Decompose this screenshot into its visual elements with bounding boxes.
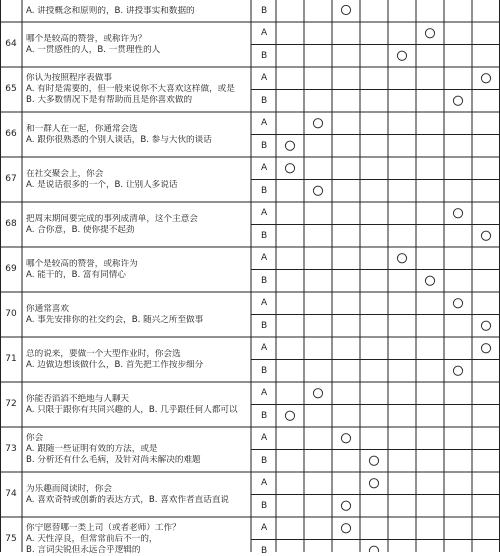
question-number: 75 <box>5 533 17 544</box>
option-letter: A <box>261 163 268 173</box>
option-letter: B <box>261 500 268 511</box>
question-text-line: A. 是说话很多的一个，B. 让别人多说话 <box>26 179 178 190</box>
option-letter: B <box>261 185 268 196</box>
question-text-line: A. 喜欢奇特或创新的表达方式，B. 喜欢作者直话直说 <box>26 494 230 505</box>
option-letter: A <box>261 388 268 398</box>
option-letter: B <box>261 275 268 286</box>
question-text-line: 你认为按照程序表做事 <box>26 73 112 83</box>
option-letter: A <box>261 118 268 128</box>
option-letter: A <box>261 523 268 533</box>
option-letter: A <box>261 253 268 263</box>
option-letter: A <box>261 208 268 218</box>
top-row-letter: B <box>261 6 268 16</box>
question-text-line: 你会 <box>26 433 44 443</box>
question-text-line: 哪个是较高的赞誉，或称许为？ <box>26 33 147 44</box>
answer-mark-circle <box>341 434 350 443</box>
answer-mark-circle <box>313 119 322 128</box>
question-text-line: 把周末期间要完成的事列成清单，这个主意会 <box>26 213 198 224</box>
option-letter: A <box>261 298 268 308</box>
question-number: 72 <box>5 398 17 409</box>
question-text-line: 你宁愿替哪一类上司（或者老师）工作？ <box>26 523 181 533</box>
question-number: 73 <box>5 443 17 454</box>
question-text-line: B. 大多数情况下是有帮助而且是你喜欢做的 <box>26 95 193 105</box>
question-text-line: A. 事先安排你的社交约会，B. 随兴之所至做事 <box>26 314 204 325</box>
top-row-text: A. 讲授概念和原则的，B. 讲授事实和数据的 <box>26 6 195 16</box>
answer-mark-circle <box>453 209 462 218</box>
answer-mark-circle <box>397 51 406 60</box>
option-letter: B <box>261 95 268 106</box>
answer-mark-circle <box>481 321 490 330</box>
question-text-line: 总的说来，要做一个大型作业时，你会选 <box>26 348 181 359</box>
option-letter: B <box>261 455 268 466</box>
option-letter: B <box>261 365 268 376</box>
question-text-line: 哪个是较高的赞誉，或称许为 <box>26 258 138 269</box>
question-number: 65 <box>5 83 17 94</box>
question-text-line: A. 天性淳良，但常常前后不一的， <box>26 534 158 544</box>
question-text-line: A. 能干的，B. 富有同情心 <box>26 269 126 280</box>
answer-mark-circle <box>369 456 378 465</box>
option-letter: B <box>261 545 268 556</box>
answer-mark-circle <box>453 299 462 308</box>
answer-mark-circle <box>341 5 350 14</box>
question-text-line: 和一群人在一起，你通常会选 <box>26 123 138 134</box>
answer-mark-circle <box>397 254 406 263</box>
option-letter: A <box>261 73 268 83</box>
question-text-line: B. 言词尖锐但永远合乎逻辑的 <box>26 545 141 555</box>
answer-mark-circle <box>369 479 378 488</box>
question-text-line: 你通常喜欢 <box>26 303 69 314</box>
question-number: 67 <box>5 173 17 184</box>
answer-mark-circle <box>425 276 434 285</box>
option-letter: A <box>261 28 268 38</box>
answer-mark-circle <box>453 366 462 375</box>
option-letter: A <box>261 433 268 443</box>
question-number: 74 <box>5 488 17 499</box>
question-number: 68 <box>5 218 17 229</box>
answer-mark-circle <box>453 96 462 105</box>
question-text-line: 你能否滔滔不绝地与人聊天 <box>26 393 130 404</box>
question-text-line: A. 只限于跟你有共同兴趣的人，B. 几乎跟任何人都可以 <box>26 404 238 415</box>
option-letter: B <box>261 320 268 331</box>
option-letter: B <box>261 140 268 151</box>
answer-mark-circle <box>341 524 350 533</box>
answer-mark-circle <box>313 389 322 398</box>
question-text-line: 在社交聚会上，你会 <box>26 168 104 179</box>
answer-mark-circle <box>481 74 490 83</box>
option-letter: B <box>261 410 268 421</box>
option-letter: B <box>261 230 268 241</box>
answer-mark-circle <box>285 164 294 173</box>
question-text-line: 为乐趣而阅读时，你会 <box>26 483 112 494</box>
question-text-line: A. 跟你很熟悉的个别人谈话，B. 参与大伙的谈话 <box>26 134 212 145</box>
question-text-line: B. 分析还有什么毛病，及针对尚未解决的难题 <box>26 455 201 465</box>
option-letter: B <box>261 50 268 61</box>
answer-mark-circle <box>481 344 490 353</box>
question-number: 66 <box>5 128 17 139</box>
answer-mark-circle <box>369 546 378 552</box>
answer-mark-circle <box>285 411 294 420</box>
question-text-line: A. 合你意，B. 使你提不起劲 <box>26 224 135 235</box>
question-text-line: A. 跟随一些证明有效的方法，或是 <box>26 444 158 454</box>
option-letter: A <box>261 343 268 353</box>
question-text-line: A. 边做边想该做什么，B. 首先把工作按步细分 <box>26 359 204 370</box>
question-number: 71 <box>5 353 17 364</box>
question-text-line: A. 一贯感性的人，B. 一贯理性的人 <box>26 44 161 55</box>
question-text-line: A. 有时是需要的，但一般来说你不大喜欢这样做，或是 <box>26 84 235 94</box>
question-number: 69 <box>5 263 17 274</box>
answer-mark-circle <box>313 186 322 195</box>
answer-mark-circle <box>341 501 350 510</box>
question-number: 64 <box>5 38 17 49</box>
question-number: 70 <box>5 308 17 319</box>
option-letter: A <box>261 478 268 488</box>
answer-mark-circle <box>481 231 490 240</box>
answer-mark-circle <box>285 141 294 150</box>
answer-mark-circle <box>425 29 434 38</box>
